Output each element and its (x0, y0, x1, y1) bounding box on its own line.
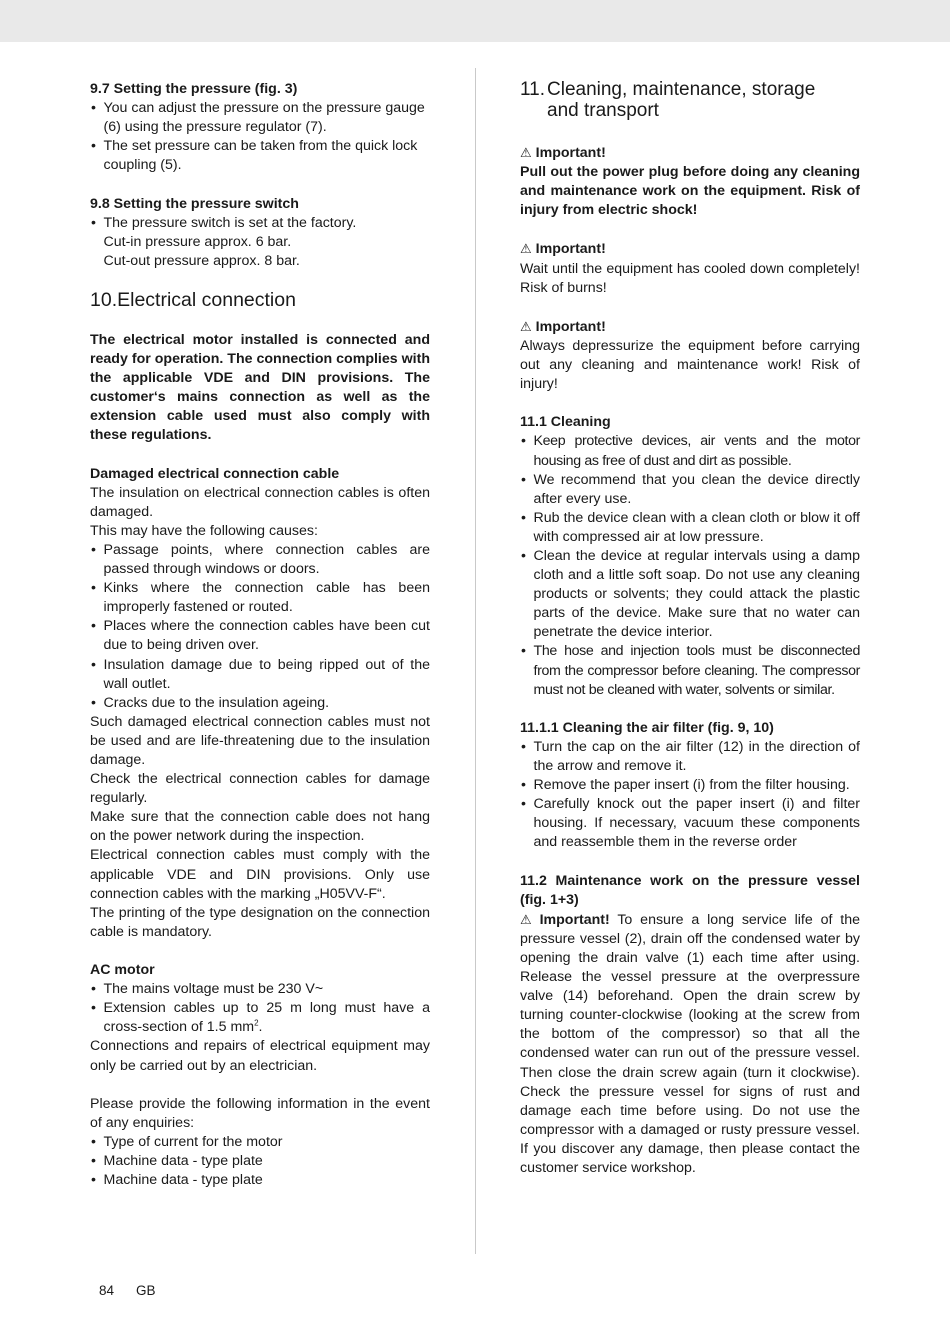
section-9-8-list (90, 214, 430, 271)
language-code: GB (136, 1283, 156, 1298)
section-9-7-title: 9.7 Setting the pressure (fig. 3) (90, 81, 298, 97)
important-label: Important! (535, 318, 606, 335)
damaged-cable-title: Damaged electrical connection cable (90, 465, 340, 482)
cut-in-pressure: Cut-in pressure approx. 6 bar. (103, 233, 292, 250)
paragraph: Please provide the following information in the event of any enquiries: (90, 1095, 430, 1131)
section-9-7-list (90, 99, 430, 175)
list-item-text: The pressure switch is set at the factory. (103, 214, 357, 231)
important-label: Important! (535, 241, 606, 258)
section-11-title-line2: and transport (547, 99, 659, 121)
ac-motor-list (90, 980, 430, 1037)
paragraph: To ensure a long service life of the pressure vessel (2), drain off the condensed water by opening the drain valve (1) each time after using. Release the vessel pressure at the overpressure valve (14) beforehand. Open the drain screw by turning counter-clockwise (looking at the screw from the bottom of the compressor) so that all the condensed water can run out of the pressure vessel. Then close the drain screw again (turn it clockwise). Check the pressure vessel for signs of rust and damage each time before using. Do not use the compressor with a damaged or rusty pressure vessel. If you discover any damage, then please contact the customer service workshop. (520, 911, 861, 1176)
list-item: • Turn the cap on the air filter (12) in the direction of the arrow and remove it. (520, 738, 860, 776)
warning-icon: ⚠ (520, 911, 536, 927)
paragraph: Check the electrical connection cables for damage regularly. (90, 771, 430, 807)
list-item (90, 999, 430, 1037)
list-item-text: Extension cables up to 25 m long must have a cross-section of 1.5 mm (103, 1000, 430, 1036)
left-column (90, 80, 430, 1190)
important-label: Important! (539, 911, 610, 928)
list-item: • The set pressure can be taken from the quick lock coupling (5). (90, 137, 430, 175)
section-11-1-title: 11.1 Cleaning (520, 414, 611, 431)
important-heading (520, 143, 860, 163)
enquiries-list (90, 1133, 430, 1190)
paragraph: The printing of the type designation on the connection cable is mandatory. (90, 904, 430, 940)
section-9-8-title: 9.8 Setting the pressure switch (90, 195, 299, 212)
list-item: • The hose and injection tools must be disconnected from the compressor before cleaning. The compressor must not be cleaned with water, solvents or similar. (520, 642, 860, 699)
section-11-2-text (520, 910, 860, 1178)
important-heading (520, 239, 860, 259)
list-item: • Kinks where the connection cable has been improperly fastened or routed. (90, 579, 430, 617)
section-11-1-list (520, 432, 860, 699)
warning-text: Pull out the power plug before doing any cleaning and maintenance work on the equipment. Risk of injury from electric shock! (520, 164, 860, 219)
page-footer (99, 1283, 156, 1298)
important-inline (520, 912, 610, 928)
ac-motor-title: AC motor (90, 962, 155, 979)
paragraph: The insulation on electrical connection cables is often damaged. (90, 484, 430, 520)
list-item: • Machine data - type plate (90, 1171, 430, 1190)
section-11-title (520, 80, 860, 121)
warning-text: Always depressurize the equipment before carrying out any cleaning and maintenance work! Risk of injury! (520, 337, 860, 393)
paragraph: This may have the following causes: (90, 522, 318, 539)
section-11-1-1-title: 11.1.1 Cleaning the air filter (fig. 9, 10) (520, 719, 774, 736)
paragraph: Such damaged electrical connection cables must not be used and are life-threatening due to the insulation damage. (90, 713, 430, 768)
superscript: 2 (254, 1018, 259, 1028)
list-item: • Rub the device clean with a clean cloth or blow it off with compressed air at low pressure. (520, 509, 860, 547)
warning-icon: ⚠ (520, 145, 532, 160)
list-item-end: . (258, 1019, 263, 1036)
right-column (520, 80, 860, 1178)
list-item: • Cracks due to the insulation ageing. (90, 694, 430, 713)
top-band (0, 0, 950, 42)
list-item (90, 214, 430, 271)
section-11-2-title: 11.2 Maintenance work on the pressure vessel (fig. 1+3) (520, 872, 860, 908)
warning-icon: ⚠ (520, 241, 532, 257)
paragraph: Electrical connection cables must comply with the applicable VDE and DIN provisions. Only use connection cables with the marking „H05VV-F“. (90, 847, 430, 902)
list-item: • Clean the device at regular intervals using a damp cloth and a little soft soap. Do not use any cleaning products or solvents; they could attack the plastic parts of the device. Make sure that no water can penetrate the device interior. (520, 547, 860, 642)
list-item: • Type of current for the motor (90, 1133, 430, 1152)
page-number: 84 (99, 1283, 115, 1298)
list-item: • You can adjust the pressure on the pressure gauge (6) using the pressure regulator (7). (90, 99, 430, 137)
list-item: • The mains voltage must be 230 V~ (90, 980, 430, 999)
warning-text: Wait until the equipment has cooled down completely! Risk of burns! (520, 260, 860, 296)
list-item: • Keep protective devices, air vents and the motor housing as free of dust and dirt as possible. (520, 432, 860, 470)
list-item: • Machine data - type plate (90, 1152, 430, 1171)
list-item: • Carefully knock out the paper insert (i) and filter housing. If necessary, vacuum these components and reassemble them in the reverse order (520, 795, 860, 852)
causes-list (90, 541, 430, 713)
paragraph: Connections and repairs of electrical equipment may only be carried out by an electrician. (90, 1038, 430, 1074)
warning-icon: ⚠ (520, 318, 532, 334)
list-item: • We recommend that you clean the device directly after every use. (520, 471, 860, 509)
section-11-title-line1: Cleaning, maintenance, storage (547, 79, 816, 100)
list-item: • Places where the connection cables have been cut due to being driven over. (90, 617, 430, 655)
paragraph: Make sure that the connection cable does not hang on the power network during the inspection. (90, 809, 430, 845)
column-divider (475, 68, 476, 1254)
important-label: Important! (535, 145, 606, 161)
list-item: • Insulation damage due to being ripped out of the wall outlet. (90, 656, 430, 694)
list-item: • Remove the paper insert (i) from the filter housing. (520, 776, 860, 795)
section-10-intro: The electrical motor installed is connected and ready for operation. The connection complies with the applicable VDE and DIN provisions. The customer‘s mains connection as well as the extension cable used must also comply with these regulations. (90, 331, 430, 444)
section-11-number: 11. (520, 79, 546, 100)
list-item: • Passage points, where connection cables are passed through windows or doors. (90, 541, 430, 579)
section-10-title: 10.Electrical connection (90, 288, 296, 311)
important-heading (520, 317, 860, 337)
section-11-1-1-list (520, 738, 860, 853)
cut-out-pressure: Cut-out pressure approx. 8 bar. (103, 252, 300, 269)
